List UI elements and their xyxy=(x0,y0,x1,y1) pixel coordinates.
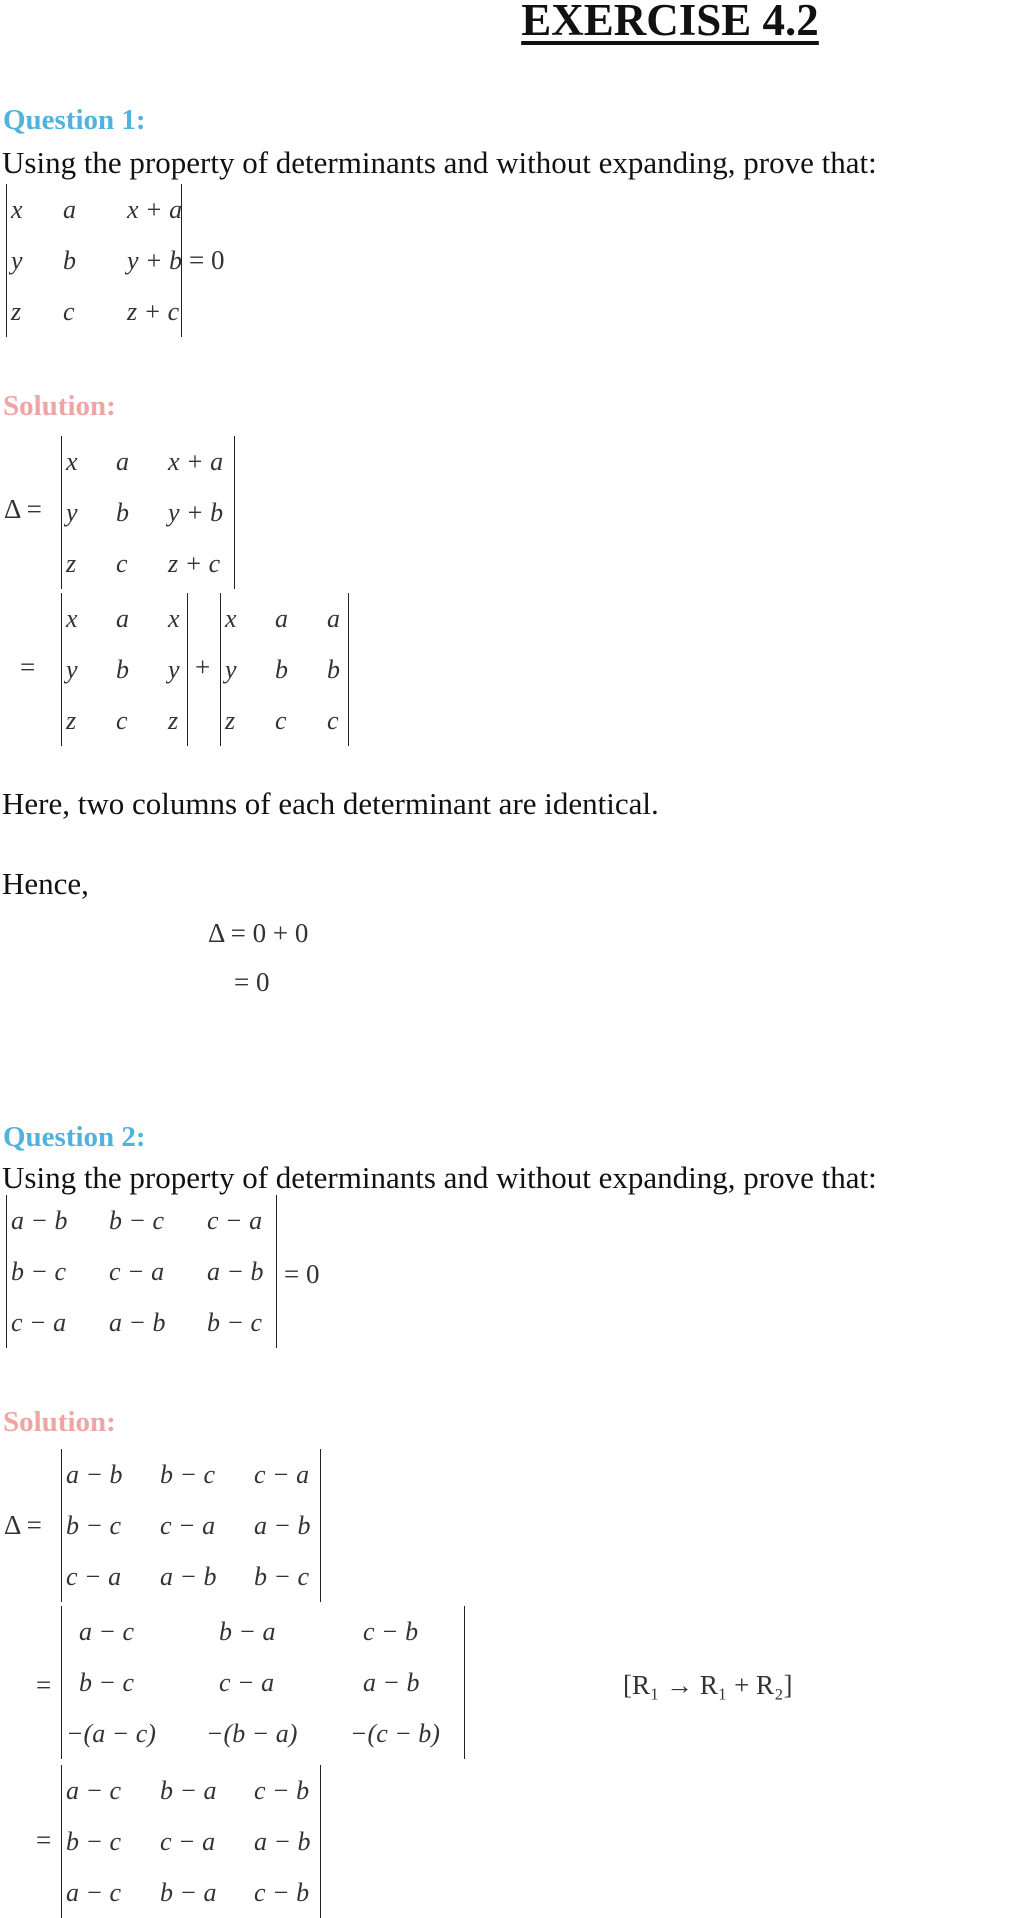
question-1-prompt: Using the property of determinants and without expanding, prove that: xyxy=(2,145,877,180)
determinant-entry: c − a xyxy=(254,1459,310,1489)
equals-zero: = 0 xyxy=(189,245,225,275)
determinant-entry: c xyxy=(116,548,128,578)
determinant-entry: c − a xyxy=(160,1510,216,1540)
determinant-entry: b xyxy=(116,654,129,684)
determinant-entry: a − c xyxy=(66,1775,122,1805)
determinant-entry: z xyxy=(225,705,236,735)
determinant-entry: a xyxy=(63,194,76,224)
determinant-entry: b − c xyxy=(66,1667,135,1697)
determinant-entry: c − a xyxy=(160,1826,216,1856)
determinant-entry: c − a xyxy=(206,1667,275,1697)
question-1-solution-heading: Solution: xyxy=(3,390,116,422)
determinant-entry: a − b xyxy=(254,1510,311,1540)
split-determinant-2 xyxy=(220,593,349,746)
determinant-entry: z xyxy=(66,705,77,735)
determinant-entry: x xyxy=(11,194,23,224)
determinant-entry: a − b xyxy=(160,1561,217,1591)
exercise-title: EXERCISE 4.2 xyxy=(521,0,819,45)
determinant-entry: c xyxy=(116,705,128,735)
determinant-entry: y xyxy=(66,497,78,527)
determinant-entry: a xyxy=(116,446,129,476)
determinant-entry: −(a − c) xyxy=(66,1718,156,1748)
determinant-entry: b − c xyxy=(66,1826,122,1856)
determinant-entry: y xyxy=(168,654,180,684)
determinant-entry: y xyxy=(66,654,78,684)
question-2-prompt: Using the property of determinants and without expanding, prove that: xyxy=(2,1160,877,1195)
solution-2-determinant xyxy=(61,1449,321,1602)
question-2-solution-heading: Solution: xyxy=(3,1406,116,1438)
determinant-entry: b − a xyxy=(160,1877,217,1907)
determinant-entry: b − c xyxy=(11,1256,67,1286)
determinant-entry: c − a xyxy=(66,1561,122,1591)
determinant-entry: x xyxy=(66,446,78,476)
determinant-entry: y + b xyxy=(168,497,224,527)
determinant-entry: b − a xyxy=(160,1775,217,1805)
determinant-entry: b xyxy=(275,654,288,684)
determinant-entry: c − a xyxy=(207,1205,263,1235)
determinant-entry: b − c xyxy=(160,1459,216,1489)
hence-label: Hence, xyxy=(2,866,89,901)
determinant-entry: x xyxy=(66,603,78,633)
determinant-entry: x + a xyxy=(168,446,224,476)
determinant-entry: a xyxy=(275,603,288,633)
determinant-entry: b − c xyxy=(109,1205,165,1235)
determinant-entry: y xyxy=(225,654,237,684)
row-operation-determinant xyxy=(61,1606,465,1759)
question-1-heading: Question 1: xyxy=(3,104,146,136)
determinant-entry: z xyxy=(66,548,77,578)
delta-equals: Δ = xyxy=(4,1510,42,1540)
determinant-entry: b − a xyxy=(206,1616,276,1646)
determinant-entry: a − c xyxy=(66,1877,122,1907)
determinant-entry: x xyxy=(168,603,180,633)
determinant-entry: a − b xyxy=(11,1205,68,1235)
determinant-entry: a − c xyxy=(66,1616,135,1646)
solution-1-determinant xyxy=(61,436,235,589)
determinant-entry: c xyxy=(275,705,287,735)
determinant-entry: c xyxy=(63,296,75,326)
determinant-entry: z + c xyxy=(168,548,221,578)
determinant-entry: c − b xyxy=(350,1616,419,1646)
determinant-entry: y xyxy=(11,245,23,275)
determinant-entry: c − a xyxy=(109,1256,165,1286)
determinant-entry: b xyxy=(63,245,76,275)
determinant-entry: a − b xyxy=(350,1667,420,1697)
equals-sign: = xyxy=(36,1825,52,1855)
determinant-entry: c − b xyxy=(254,1877,310,1907)
result-line-1: Δ = 0 + 0 xyxy=(208,918,309,948)
determinant-entry: b − c xyxy=(254,1561,310,1591)
equals-zero: = 0 xyxy=(284,1259,320,1289)
determinant-entry: c − a xyxy=(11,1307,67,1337)
determinant-entry: a − b xyxy=(109,1307,166,1337)
result-line-2: = 0 xyxy=(234,967,270,997)
determinant-entry: a − b xyxy=(66,1459,123,1489)
question-2-determinant xyxy=(6,1195,277,1348)
determinant-entry: a − b xyxy=(207,1256,264,1286)
determinant-entry: b xyxy=(327,654,340,684)
determinant-entry: c − b xyxy=(254,1775,310,1805)
identical-columns-note: Here, two columns of each determinant are identical. xyxy=(2,786,659,821)
equals-sign: = xyxy=(36,1670,52,1700)
determinant-entry: a xyxy=(327,603,340,633)
determinant-entry: y + b xyxy=(127,245,183,275)
determinant-entry: −(b − a) xyxy=(206,1718,298,1748)
determinant-entry: −(c − b) xyxy=(350,1718,440,1748)
determinant-entry: c xyxy=(327,705,339,735)
equals-sign: = xyxy=(20,652,36,682)
determinant-entry: z xyxy=(168,705,179,735)
determinant-entry: b − c xyxy=(207,1307,263,1337)
determinant-entry: a − b xyxy=(254,1826,311,1856)
question-2-heading: Question 2: xyxy=(3,1121,146,1153)
split-determinant-1 xyxy=(61,593,188,746)
determinant-entry: z + c xyxy=(127,296,180,326)
determinant-entry: z xyxy=(11,296,22,326)
determinant-entry: b − c xyxy=(66,1510,122,1540)
determinant-entry: a xyxy=(116,603,129,633)
final-determinant xyxy=(61,1765,321,1918)
question-1-determinant xyxy=(6,184,182,337)
plus-sign: + xyxy=(195,652,211,682)
row-operation-label: [R₁ → R₁ + R₂] xyxy=(623,1670,793,1700)
determinant-entry: b xyxy=(116,497,129,527)
determinant-entry: x xyxy=(225,603,237,633)
determinant-entry: x + a xyxy=(127,194,183,224)
delta-equals: Δ = xyxy=(4,494,42,524)
